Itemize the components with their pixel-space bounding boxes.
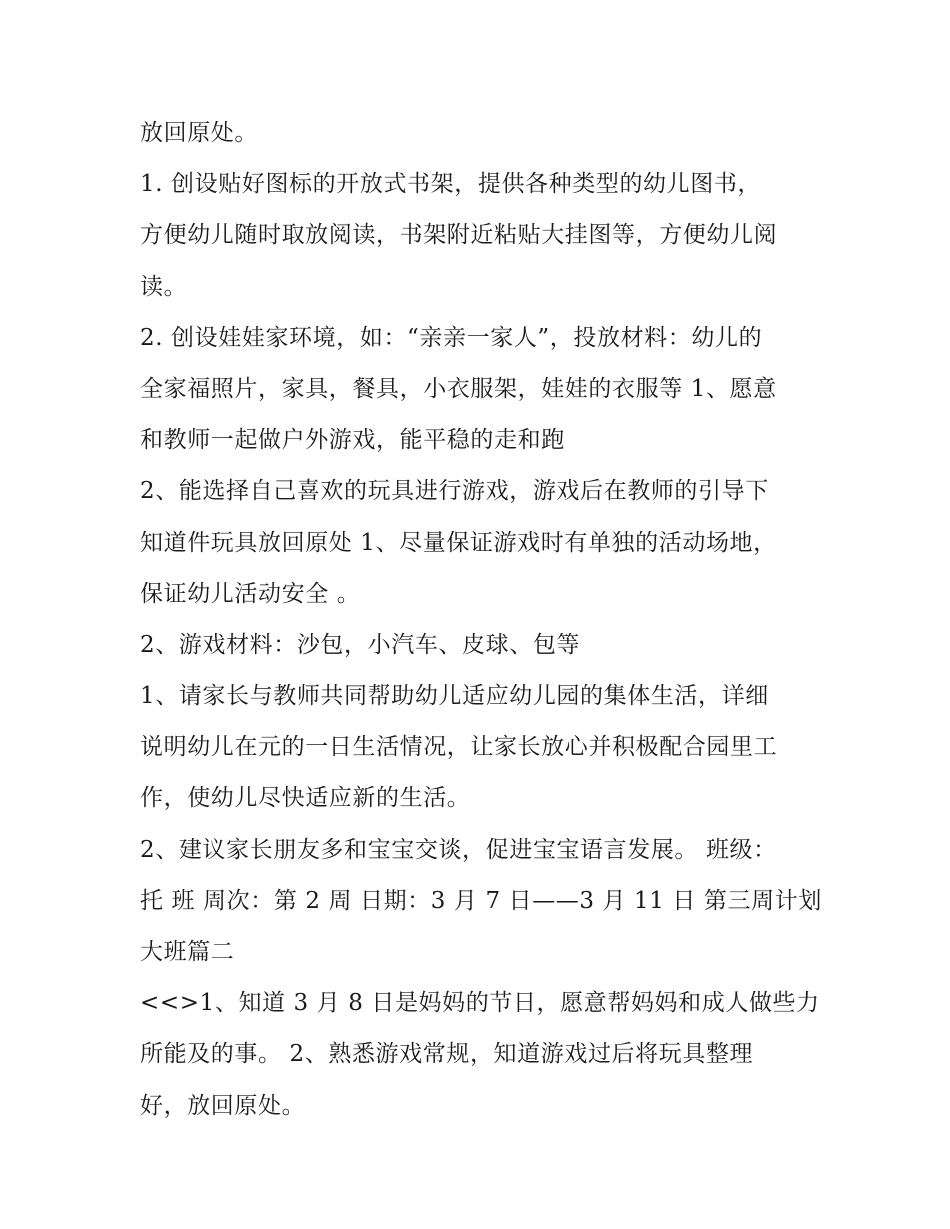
text-line: 1. 创设贴好图标的开放式书架，提供各种类型的幼儿图书， [140, 171, 762, 198]
text-line: <<>1、知道 3 月 8 日是妈妈的节日，愿意帮妈妈和成人做些力 [140, 990, 820, 1017]
text-line: 全家福照片，家具，餐具，小衣服架，娃娃的衣服等 1、愿意 [140, 375, 777, 402]
text-line: 1、请家长与教师共同帮助幼儿适应幼儿园的集体生活，详细 [140, 683, 769, 710]
text-line: 读。 [140, 273, 188, 300]
text-line: 所能及的事。 2、熟悉游戏常规，知道游戏过后将玩具整理 [140, 1041, 754, 1068]
text-line: 托 班 周次：第 2 周 日期：3 月 7 日——3 月 11 日 第三周计划 [140, 887, 822, 914]
text-line: 方便幼儿随时取放阅读，书架附近粘贴大挂图等，方便幼儿阅 [140, 222, 778, 249]
text-line: 放回原处。 [140, 120, 258, 146]
text-line: 2. 创设娃娃家环境，如：“亲亲一家人”，投放材料：幼儿的 [140, 324, 763, 351]
text-line: 保证幼儿活动安全 。 [140, 580, 361, 607]
text-line: 和教师一起做户外游戏，能平稳的走和跑 [140, 427, 565, 454]
text-line: 2、建议家长朋友多和宝宝交谈，促进宝宝语言发展。 班级： [140, 836, 777, 863]
text-line: 2、能选择自己喜欢的玩具进行游戏，游戏后在教师的引导下 [140, 478, 769, 505]
text-line: 好，放回原处。 [140, 1092, 306, 1119]
text-line: 2、游戏材料：沙包，小汽车、皮球、包等 [140, 631, 581, 658]
text-line: 大班篇二 [140, 939, 235, 965]
text-line: 知道件玩具放回原处 1、尽量保证游戏时有单独的活动场地， [140, 529, 777, 556]
text-line: 说明幼儿在元的一日生活情况，让家长放心并积极配合园里工 [140, 734, 778, 761]
text-line: 作，使幼儿尽快适应新的生活。 [140, 785, 471, 812]
document-body [140, 108, 820, 1132]
